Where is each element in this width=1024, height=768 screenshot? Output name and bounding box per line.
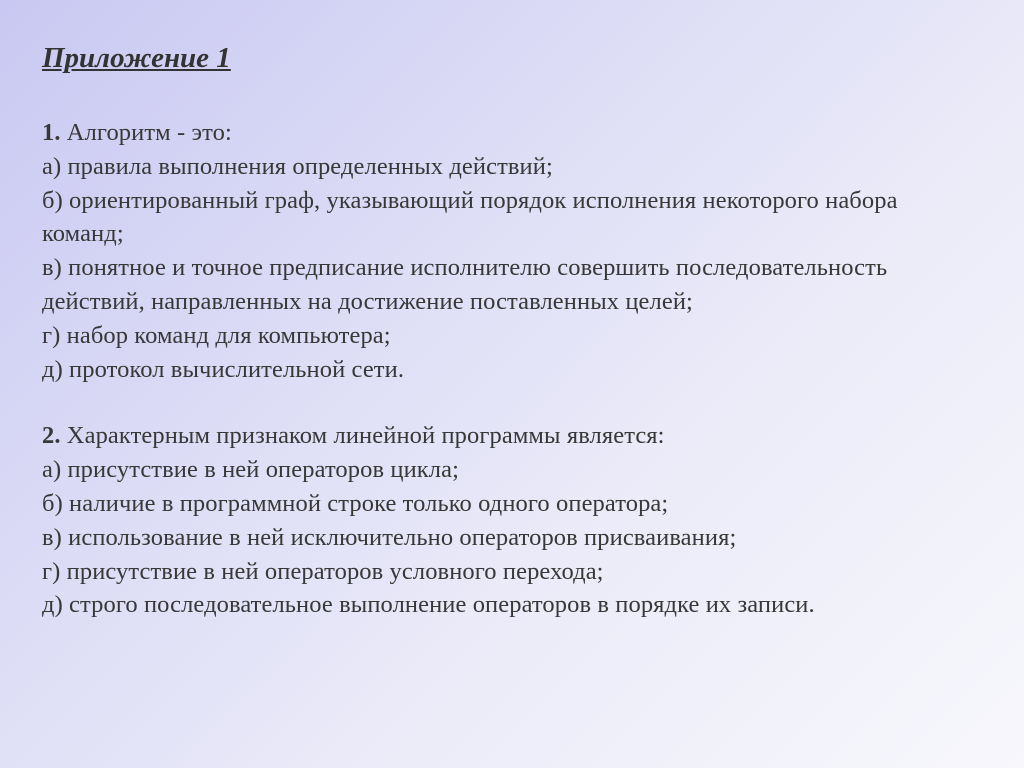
question-2-option-b: б) наличие в программной строке только одного оператора; bbox=[42, 489, 669, 517]
question-2-number: 2. bbox=[42, 422, 61, 450]
question-1-option-b: б) ориентированный граф, указывающий порядок исполнения некоторого набора команд; bbox=[42, 186, 898, 248]
question-2-option-c: в) использование в ней исключительно операторов присваивания; bbox=[42, 523, 737, 551]
question-1-option-a: а) правила выполнения определенных действий; bbox=[42, 152, 553, 180]
question-1-option-e: д) протокол вычислительной сети. bbox=[42, 355, 405, 383]
question-1-option-c: в) понятное и точное предписание исполнителю совершить последовательность действий, направленных на достижение поставленных целей; bbox=[42, 254, 888, 315]
question-2-text: Характерным признаком линейной программы является: bbox=[60, 422, 665, 450]
question-2-option-d: г) присутствие в ней операторов условного перехода; bbox=[42, 557, 604, 585]
question-2-option-a: а) присутствие в ней операторов цикла; bbox=[42, 456, 459, 484]
question-2 bbox=[42, 419, 1002, 622]
appendix-title: Приложение 1 bbox=[42, 42, 231, 74]
question-2-option-e: д) строго последовательное выполнение операторов в порядке их записи. bbox=[42, 591, 815, 619]
question-1-text: Алгоритм - это: bbox=[60, 119, 232, 146]
slide-content bbox=[42, 38, 1002, 622]
question-1 bbox=[42, 116, 1002, 386]
question-1-number: 1. bbox=[42, 119, 61, 146]
question-2-prompt bbox=[42, 419, 1002, 453]
question-1-prompt bbox=[42, 116, 1002, 150]
question-1-option-d: г) набор команд для компьютера; bbox=[42, 321, 391, 349]
